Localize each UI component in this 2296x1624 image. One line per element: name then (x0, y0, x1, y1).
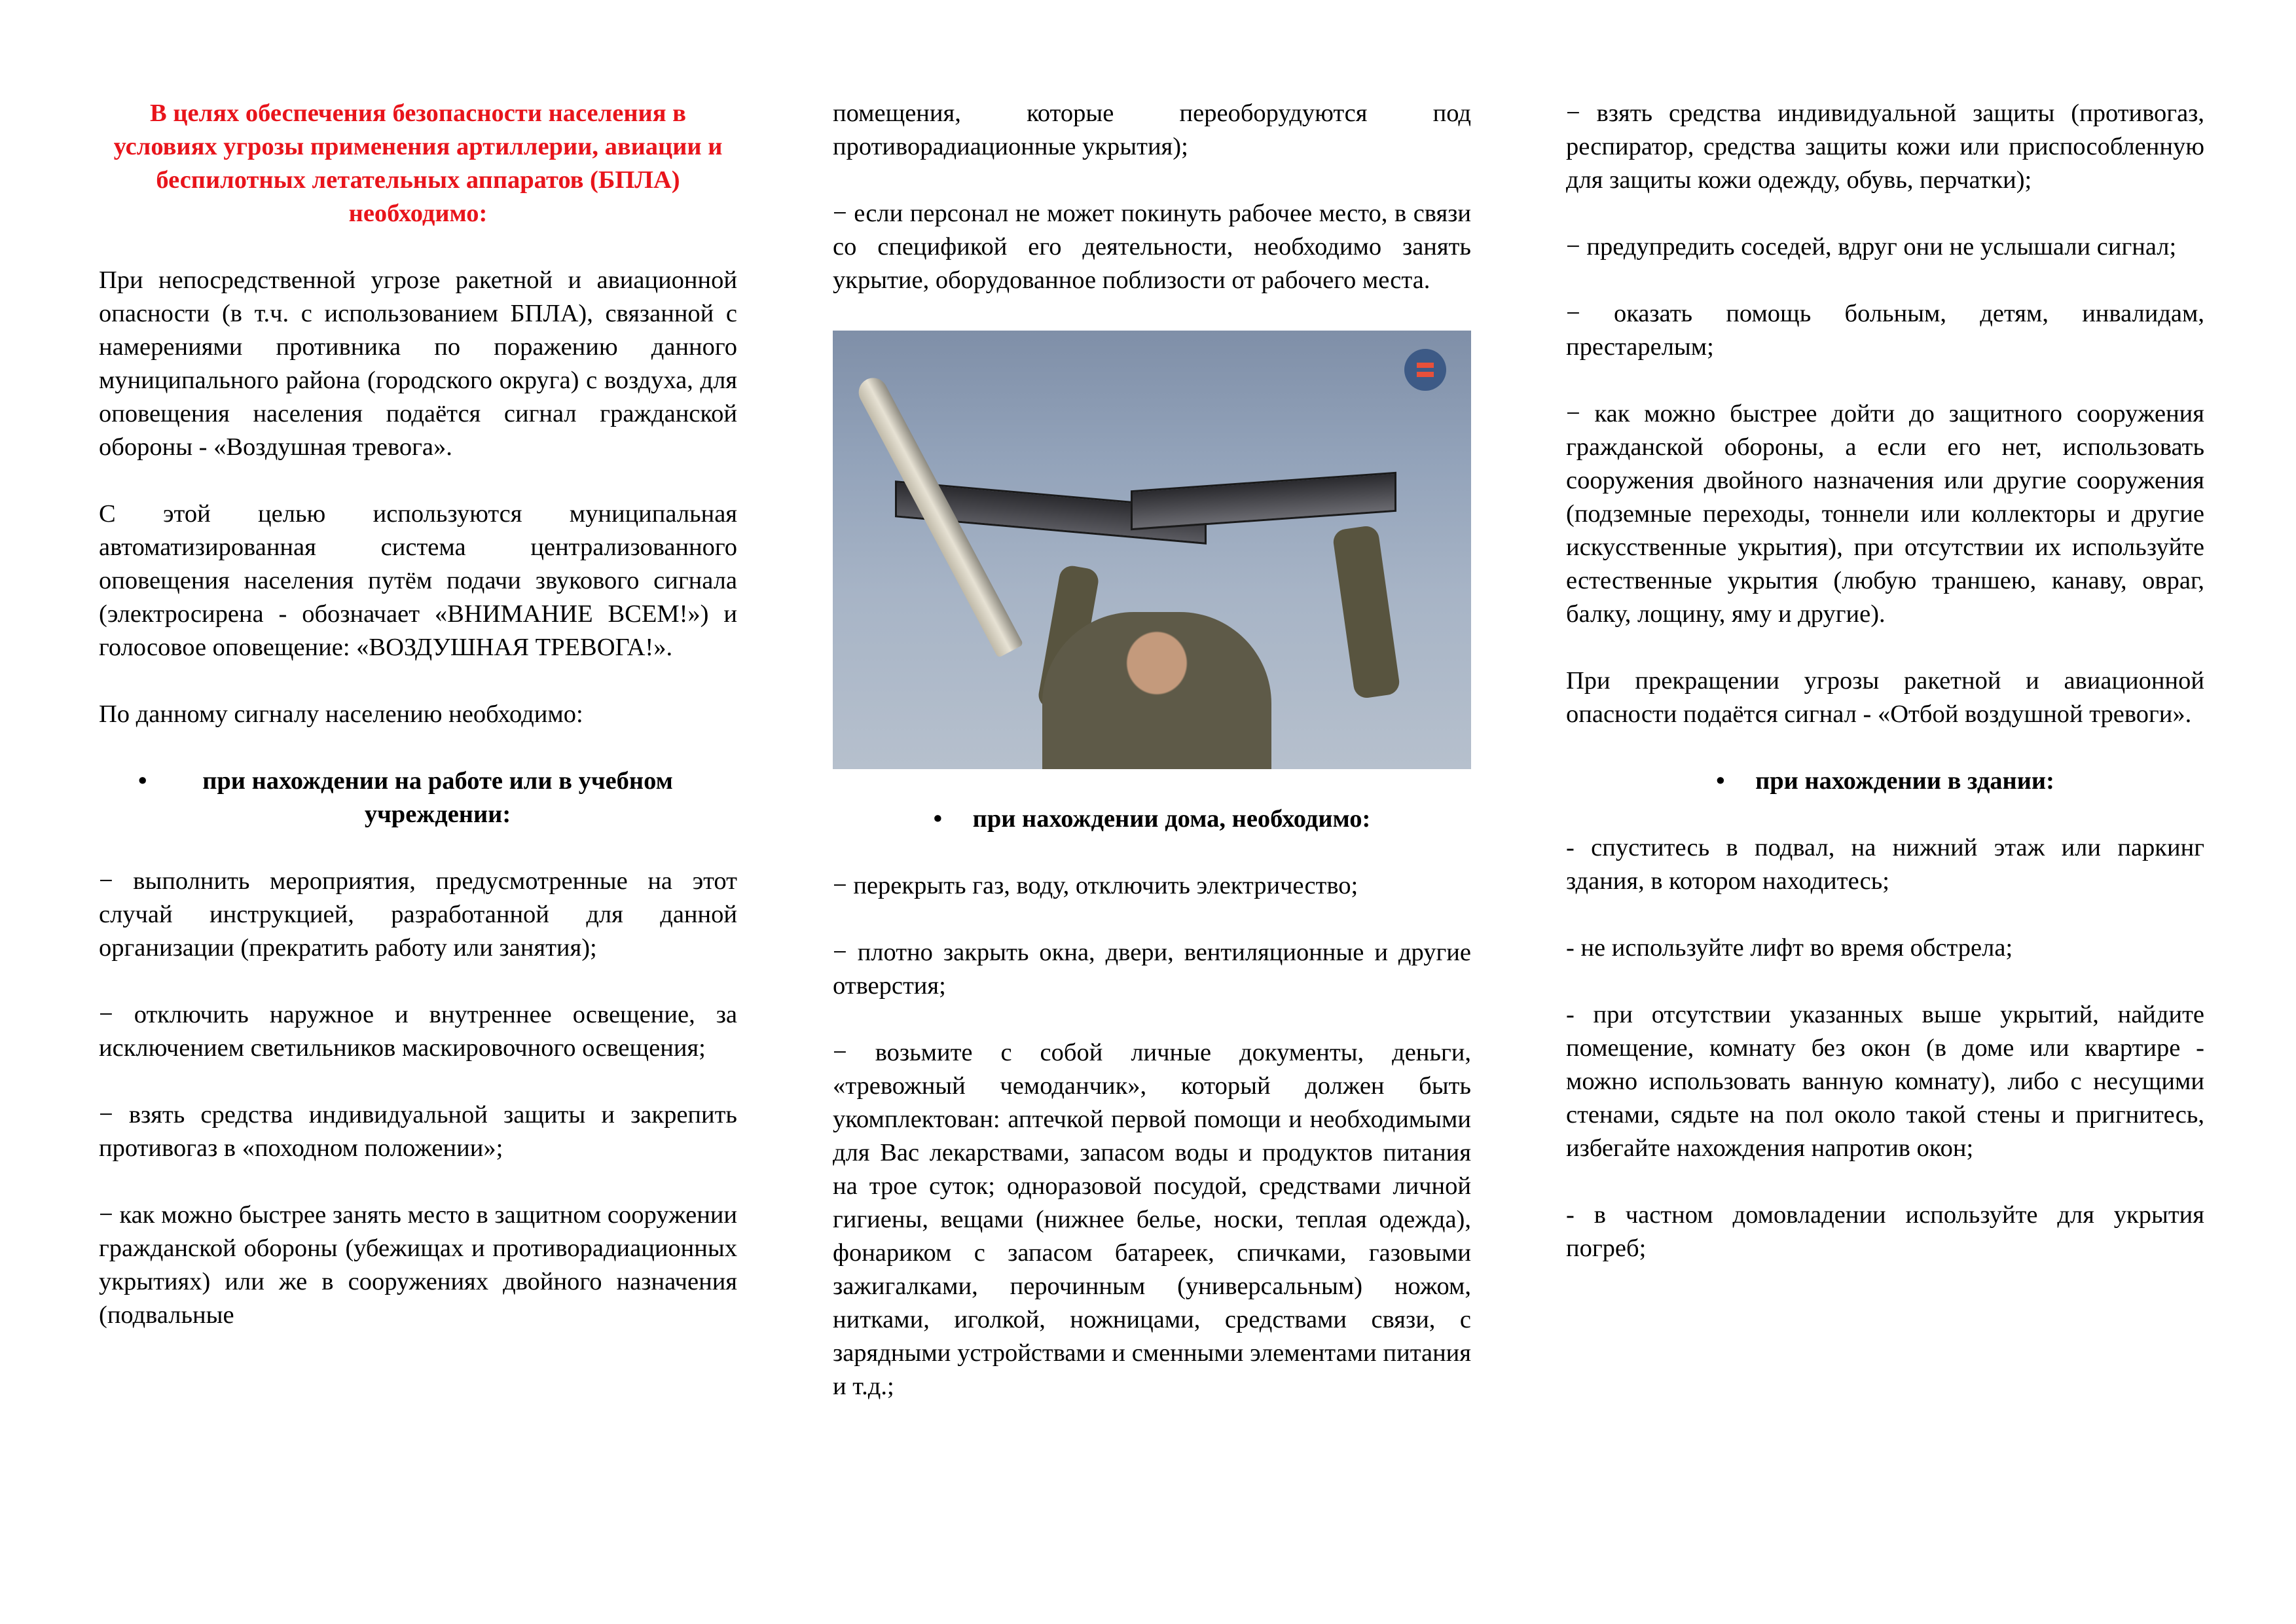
list-item: − как можно быстрее занять место в защитном сооружении гражданской обороны (убежищах и противорадиационных укрытиях) или же в сооружениях двойного назначения (подвальные (99, 1201, 737, 1329)
list-item: − оказать помощь больным, детям, инвалидам, престарелым; (1566, 300, 2204, 361)
person-arm-right (1332, 524, 1401, 699)
paragraph-air-raid-signal: При непосредственной угрозе ракетной и авиационной опасности (в т.ч. с использованием БПЛА), связанной с намерениями противника по поражению данного муниципального района (городского округа) с воздуха, для оповещения населения подаётся сигнал гражданской обороны - «Воздушная тревога». (99, 266, 737, 461)
list-item: − выполнить мероприятия, предусмотренные на этот случай инструкцией, разработанной для данной организации (прекратить работу или занятия); (99, 867, 737, 962)
paragraph-warning-system: С этой целью используются муниципальная автоматизированная система централизованного оповещения населения путём подачи звукового сигнала (электросирена - обозначает «ВНИМАНИЕ ВСЕМ!») и голосовое оповещение: «ВОЗДУШНАЯ ТРЕВОГА!». (99, 500, 737, 661)
list-item: - при отсутствии указанных выше укрытий, найдите помещение, комнату без окон (в доме или квартире - можно использовать ванную комнату), либо с несущими стенами, сядьте на пол около такой стены и пригнитесь, избегайте нахождения напротив окон; (1566, 1001, 2204, 1162)
list-item: − перекрыть газ, воду, отключить электричество; (833, 872, 1358, 899)
bullet-heading-text: при нахождении на работе или в учебном учреждении: (202, 767, 673, 828)
list-item: − отключить наружное и внутреннее освещение, за исключением светильников маскировочного освещения; (99, 1001, 737, 1062)
column-middle (833, 97, 1471, 1403)
paragraph-instructions-intro: По данному сигналу населению необходимо: (99, 700, 583, 728)
list-item: - не используйте лифт во время обстрела; (1566, 934, 2013, 962)
list-item: − как можно быстрее дойти до защитного сооружения гражданской обороны, а если его нет, использовать сооружения двойного назначения или другие сооружения (подземные переходы, тоннели или коллекторы и другие искусственные укрытия), при отсутствии их используйте естественные укрытия (любую траншею, канаву, овраг, балку, лощину, яму и другие). (1566, 400, 2204, 628)
leaflet-title: В целях обеспечения безопасности населения в условиях угрозы применения артиллерии, авиации и беспилотных летательных аппаратов (БПЛА) необходимо: (113, 99, 723, 227)
paragraph-all-clear: При прекращении угрозы ракетной и авиационной опасности подаётся сигнал - «Отбой воздушной тревоги». (1566, 667, 2204, 728)
list-item: - спуститесь в подвал, на нижний этаж или паркинг здания, в котором находитесь; (1566, 834, 2204, 895)
bullet-icon: • (1716, 767, 1725, 795)
bullet-heading-in-building (1566, 765, 2204, 798)
column-left (99, 97, 737, 1332)
list-item: - в частном домовладении используйте для укрытия погреб; (1566, 1201, 2204, 1262)
bullet-heading-text: при нахождении дома, необходимо: (972, 805, 1371, 833)
bullet-heading-at-home (833, 803, 1471, 836)
list-item: − если персонал не может покинуть рабочее место, в связи со спецификой его деятельности, необходимо занять укрытие, оборудованное поблизости от рабочего места. (833, 200, 1471, 294)
paragraph-continued: помещения, которые переоборудуются под противорадиационные укрытия); (833, 99, 1471, 160)
list-item: − взять средства индивидуальной защиты и закрепить противогаз в «походном положении»; (99, 1101, 737, 1162)
person-figure (1042, 612, 1271, 769)
bullet-icon: • (138, 767, 147, 795)
bullet-heading-at-work (99, 765, 737, 831)
bullet-icon: • (933, 805, 943, 833)
drone-wing-right (1131, 472, 1396, 530)
list-item: − возьмите с собой личные документы, деньги, «тревожный чемоданчик», который должен быть укомплектован: аптечкой первой помощи и необходимыми для Вас лекарствами, запасом воды и продуктов питания на трое суток; одноразовой посудой, средствами личной гигиены, вещами (нижнее белье, носки, теплая одежда), фонариком с запасом батареек, спичками, газовыми зажигалками, перочинным (универсальным) ножом, нитками, иголкой, ножницами, средствами связи, с зарядными устройствами и сменными элементами питания и т.д.; (833, 1039, 1471, 1400)
watermark-logo-icon (1404, 349, 1446, 391)
drone-operator-photo (833, 331, 1471, 769)
list-item: − предупредить соседей, вдруг они не услышали сигнал; (1566, 233, 2177, 261)
bullet-heading-text: при нахождении в здании: (1755, 767, 2054, 795)
list-item: − плотно закрыть окна, двери, вентиляционные и другие отверстия; (833, 939, 1471, 1000)
column-right (1566, 97, 2204, 1265)
list-item: − взять средства индивидуальной защиты (противогаз, респиратор, средства защиты кожи или приспособленную для защиты кожи одежду, обувь, перчатки); (1566, 99, 2204, 194)
